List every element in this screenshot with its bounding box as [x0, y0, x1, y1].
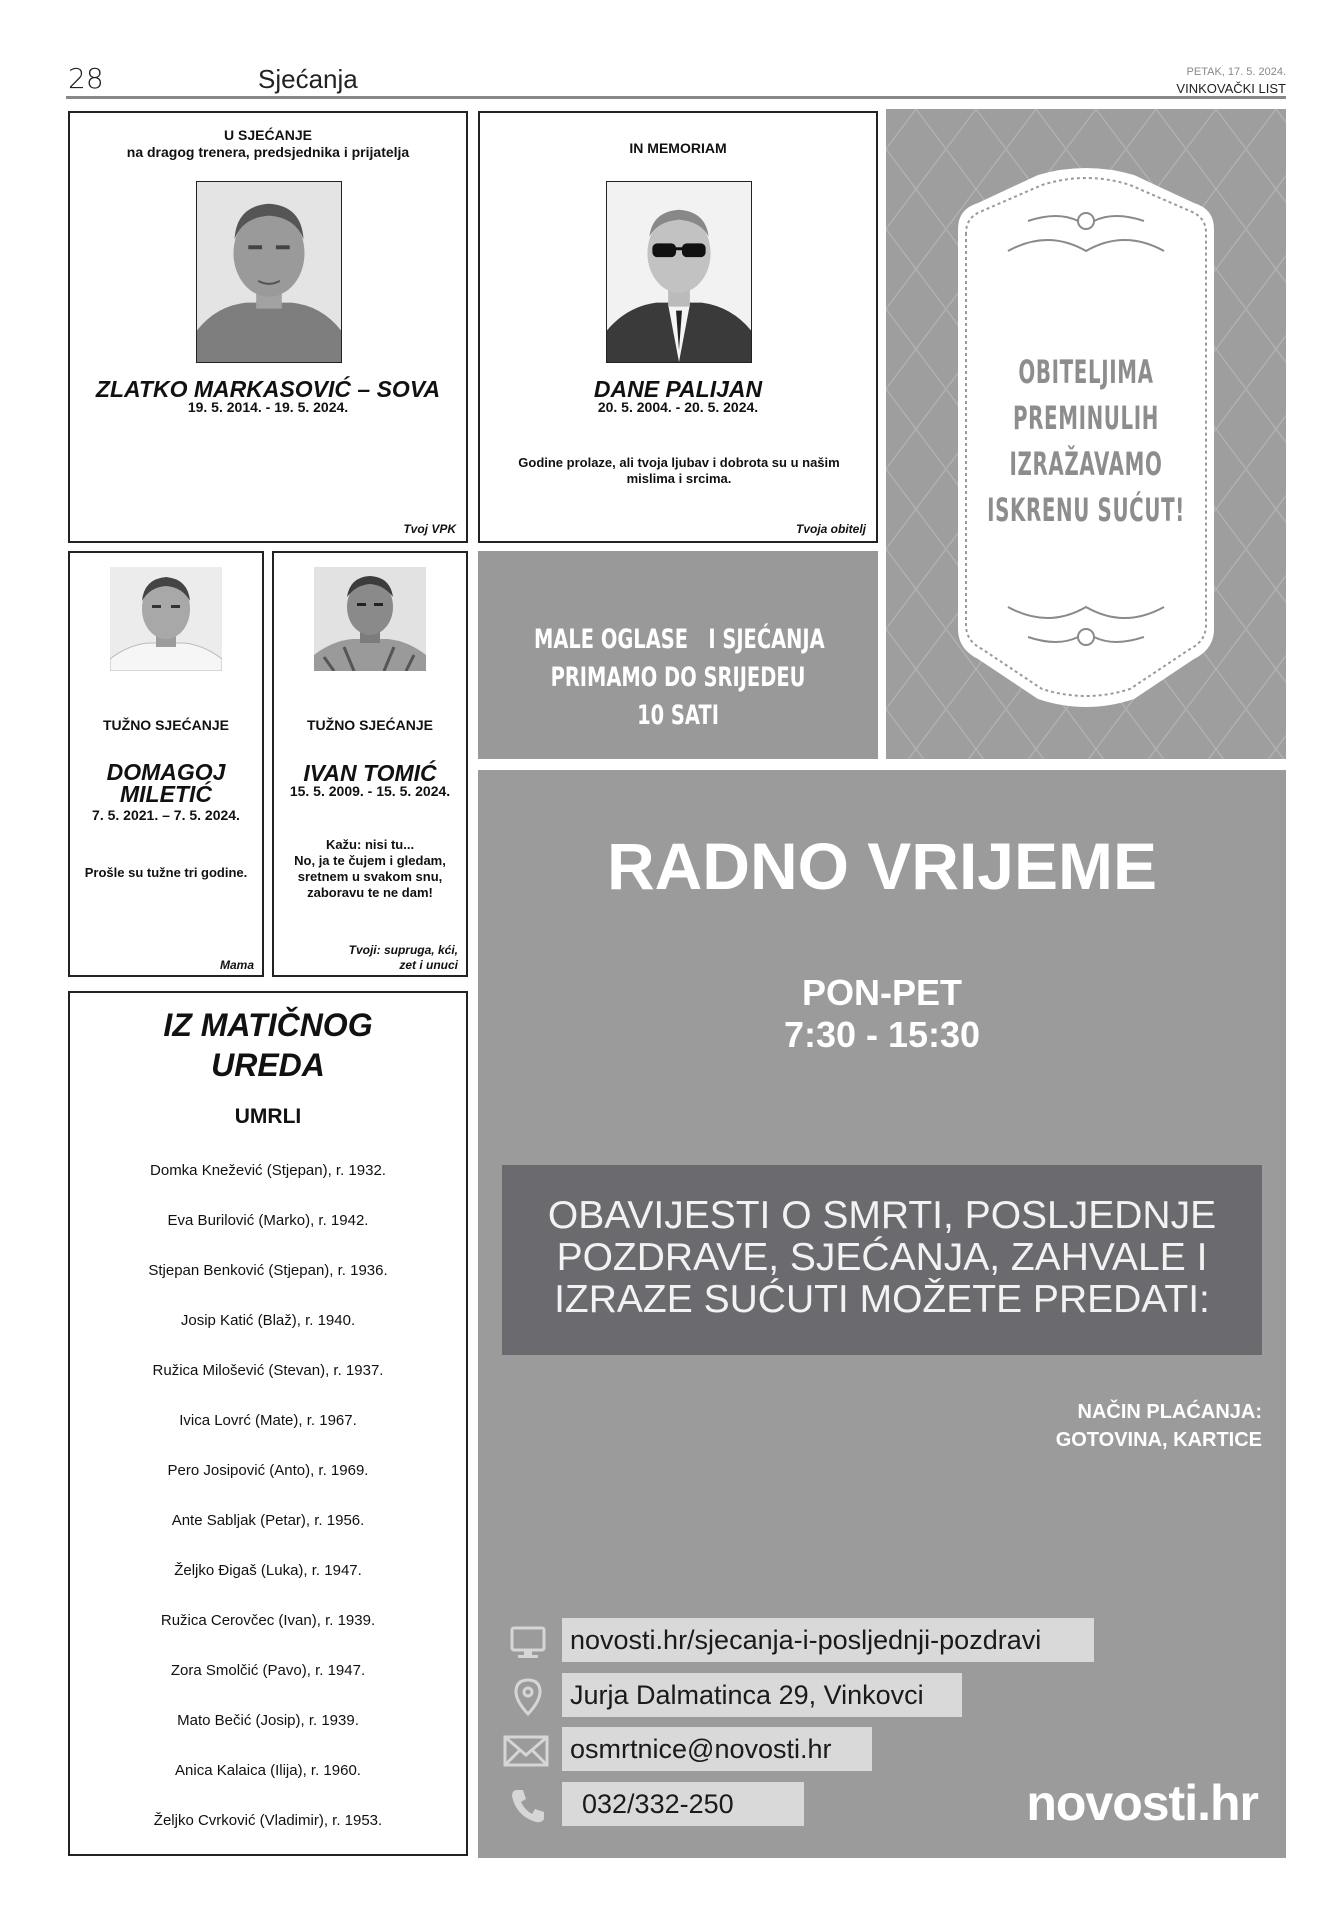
- list-item: Ivica Lovrć (Mate), r. 1967.: [179, 1412, 357, 1429]
- signature-line: Tvoji: supruga, kći,: [348, 943, 458, 957]
- monitor-icon: [508, 1622, 548, 1662]
- location-pin-icon: [508, 1677, 548, 1717]
- signature: Tvoj VPK: [403, 522, 456, 536]
- message-line: No, ja te čujem i gledam,: [294, 853, 446, 868]
- registry-title-line2: UREDA: [211, 1047, 325, 1083]
- working-hours: [478, 972, 1286, 1056]
- deceased-list: [70, 1161, 466, 1861]
- notice-caption: U SJEĆANJE: [224, 127, 312, 143]
- payment-methods: [1056, 1398, 1262, 1454]
- payment-options: GOTOVINA, KARTICE: [1055, 1429, 1262, 1451]
- deceased-subtitle: UMRLI: [234, 1105, 302, 1128]
- office-info-panel: [478, 770, 1286, 1858]
- registry-title: [70, 1005, 466, 1085]
- newspaper-name: VINKOVAČKI LIST: [1176, 81, 1286, 96]
- list-item: Josip Katić (Blaž), r. 1940.: [180, 1312, 356, 1329]
- ads-banner-line2: PRIMAMO DO SRIJEDEU 10 SATI: [550, 662, 806, 731]
- signature-line: zet i unuci: [399, 958, 458, 972]
- list-item: Mato Bečić (Josip), r. 1939.: [177, 1712, 359, 1729]
- condolence-line: ISKRENU SUĆUT!: [987, 491, 1185, 529]
- deceased-dates: 19. 5. 2014. - 19. 5. 2024.: [187, 399, 349, 415]
- registry-office-box: [68, 991, 468, 1856]
- submission-notice-line: OBAVIJESTI O SMRTI, POSLJEDNJE: [547, 1194, 1217, 1237]
- signature: Mama: [219, 958, 254, 972]
- section-title: Sjećanja: [258, 64, 358, 94]
- notice-message: Godine prolaze, ali tvoja ljubav i dobrota su u našim mislima i srcima.: [518, 455, 840, 486]
- submission-notice-line: POZDRAVE, SJEĆANJA, ZAHVALE I: [556, 1236, 1208, 1279]
- list-item: Anica Kalaica (Ilija), r. 1960.: [175, 1762, 361, 1779]
- deceased-dates: 15. 5. 2009. - 15. 5. 2024.: [289, 783, 451, 799]
- list-item: Ružica Cerovčec (Ivan), r. 1939.: [160, 1612, 376, 1629]
- contact-address: [478, 1673, 1078, 1719]
- ads-banner-text: [534, 621, 825, 735]
- working-time: 7:30 - 15:30: [783, 1014, 981, 1055]
- deceased-name: DANE PALIJAN: [593, 376, 763, 402]
- notice-miletic: [68, 551, 264, 977]
- ads-banner-line1: MALE OGLASE I SJEĆANJA: [534, 624, 825, 655]
- deceased-name: ZLATKO MARKASOVIĆ – SOVA: [95, 376, 441, 402]
- portrait-photo: [314, 567, 426, 671]
- list-item: Eva Burilović (Marko), r. 1942.: [167, 1212, 369, 1229]
- contact-web: [478, 1618, 1078, 1664]
- deceased-name: IVAN TOMIĆ: [303, 760, 437, 786]
- ads-deadline-banner: [478, 551, 878, 759]
- website-link[interactable]: novosti.hr/sjecanja-i-posljednji-pozdravi: [562, 1618, 1094, 1662]
- list-item: Domka Knežević (Stjepan), r. 1932.: [150, 1162, 386, 1179]
- contact-email: [478, 1727, 1078, 1773]
- page-number: 28: [68, 62, 104, 95]
- deceased-dates: 7. 5. 2021. – 7. 5. 2024.: [92, 807, 240, 823]
- notice-message: Prošle su tužne tri godine.: [84, 865, 248, 880]
- list-item: Ante Sabljak (Petar), r. 1956.: [171, 1512, 365, 1529]
- condolence-line: OBITELJIMA: [1018, 353, 1154, 391]
- phone-number[interactable]: 032/332-250: [562, 1782, 804, 1826]
- working-days: PON-PET: [801, 972, 962, 1013]
- notice-markasovic: [68, 111, 468, 543]
- deceased-name-line2: MILETIĆ: [120, 781, 212, 807]
- notice-subcaption: na dragog trenera, predsjednika i prijatelja: [126, 144, 410, 160]
- message-line: Kažu: nisi tu...: [325, 837, 415, 852]
- working-hours-title: RADNO VRIJEME: [606, 829, 1158, 903]
- deceased-dates: 20. 5. 2004. - 20. 5. 2024.: [597, 399, 759, 415]
- payment-label: NAČIN PLAĆANJA:: [1077, 1401, 1262, 1423]
- notice-caption: IN MEMORIAM: [629, 140, 727, 156]
- header-rule: [66, 96, 1286, 99]
- list-item: Stjepan Benković (Stjepan), r. 1936.: [148, 1262, 388, 1279]
- portrait-photo: [196, 181, 342, 363]
- notice-palijan: [478, 111, 878, 543]
- condolence-line: IZRAŽAVAMO: [1009, 445, 1163, 483]
- envelope-icon: [502, 1731, 550, 1771]
- portrait-photo: [110, 567, 222, 671]
- novosti-logo: novosti.hr: [1026, 1775, 1258, 1831]
- list-item: Ružica Milošević (Stevan), r. 1937.: [152, 1362, 384, 1379]
- phone-icon: [508, 1786, 548, 1826]
- contact-phone: [478, 1782, 1078, 1828]
- message-line: sretnem u svakom snu,: [297, 869, 443, 884]
- address-text: Jurja Dalmatinca 29, Vinkovci: [562, 1673, 962, 1717]
- issue-date: PETAK, 17. 5. 2024.: [1186, 66, 1286, 78]
- notice-caption: TUŽNO SJEĆANJE: [102, 717, 230, 733]
- condolence-line: PREMINULIH: [1012, 399, 1160, 437]
- notice-message: [278, 837, 462, 901]
- portrait-photo: [606, 181, 752, 363]
- signature: Tvoja obitelj: [795, 522, 866, 536]
- condolence-panel: [886, 109, 1286, 759]
- registry-title-line1: IZ MATIČNOG: [163, 1007, 373, 1043]
- list-item: Zora Smolčić (Pavo), r. 1947.: [170, 1662, 366, 1679]
- list-item: Pero Josipović (Anto), r. 1969.: [167, 1462, 369, 1479]
- list-item: Željko Đigaš (Luka), r. 1947.: [174, 1562, 362, 1579]
- deceased-name-line1: DOMAGOJ: [106, 759, 226, 785]
- message-line: zaboravu te ne dam!: [307, 885, 433, 900]
- signature: [349, 943, 458, 973]
- submission-notice-line: IZRAZE SUĆUTI MOŽETE PREDATI:: [554, 1278, 1210, 1321]
- email-link[interactable]: osmrtnice@novosti.hr: [562, 1727, 872, 1771]
- submission-notice: [502, 1165, 1262, 1355]
- list-item: Željko Cvrković (Vladimir), r. 1953.: [153, 1812, 383, 1829]
- notice-tomic: [272, 551, 468, 977]
- condolence-text: [962, 349, 1210, 533]
- notice-caption: TUŽNO SJEĆANJE: [306, 717, 434, 733]
- deceased-name: [70, 761, 262, 805]
